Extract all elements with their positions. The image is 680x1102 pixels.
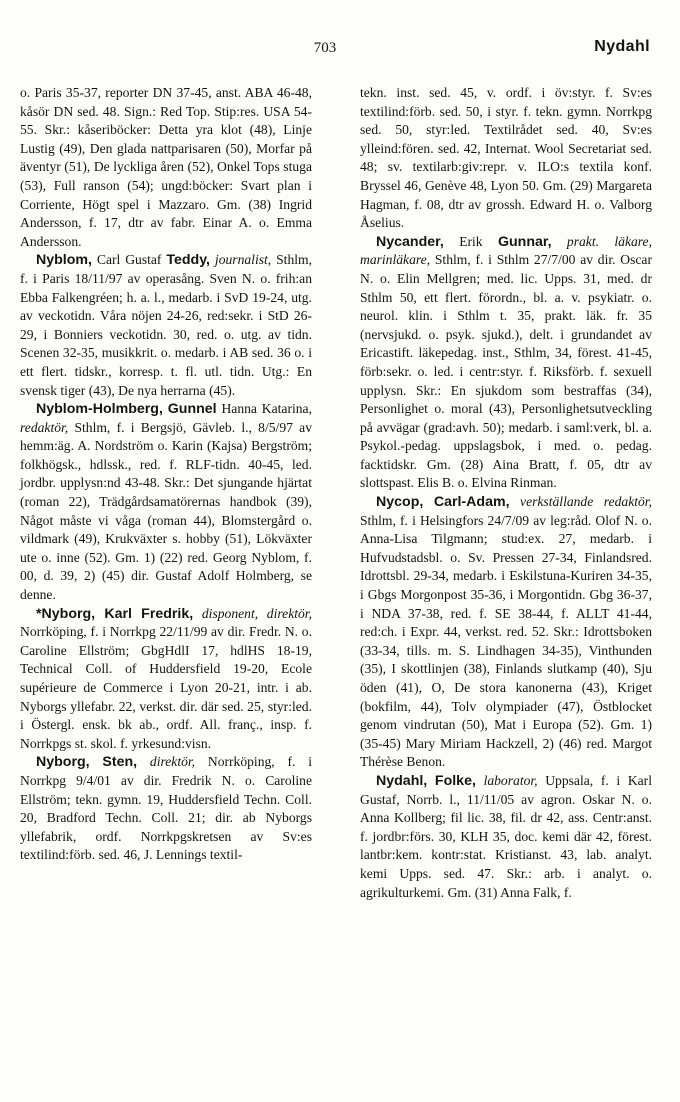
entry-nycander: [360, 233, 652, 493]
entry-given-name: Hanna Katarina,: [221, 401, 312, 417]
entry-occupation: laborator,: [483, 772, 538, 788]
entry-callname: Carl-Adam,: [433, 494, 510, 511]
entry-headword: Nyborg,: [36, 754, 90, 771]
entry-occupation: redaktör,: [20, 419, 69, 435]
entry-headword: Nycop,: [376, 494, 424, 511]
entry-callname: Gunnel: [167, 401, 217, 418]
entry-occupation: disponent, direktör,: [201, 605, 312, 621]
running-head: Nydahl: [594, 38, 650, 55]
page-number: 703: [313, 40, 337, 56]
continuation-text: o. Paris 35-37, reporter DN 37-45, anst. ABA 46-48, kåsör DN sed. 48. Sign.: Red Top. Stip:res. USA 54-55. Skr.: kåseriböcker: Detta yra klot (48), Linje Lustig (49), Den glada nattparisaren (50), Morfar på äventyr (51), De lyckliga åren (52), Onkel Tops stuga (53), Full ranson (54); ungd:böcker: Svart plan i Corriente, Högt spel i Mazzaro. Gm. (38) Ingrid Andersson, f. 17, dtr av fabr. Einar A. o. Emma Andersson.: [20, 85, 312, 249]
entry-callname: Sten,: [102, 754, 138, 771]
entry-headword: Nyblom,: [36, 252, 92, 269]
entry-body: Norrköping, f. i Norrkpg 22/11/99 av dir. Fredr. N. o. Caroline Ellström; GbgHdlI 17, hdlHS 18-19, Technical Coll. of Huddersfield 19-20, Ecole supérieure de Commerce i Lyon 20-21, intr. i ab. Nyborgs yllefabr. 22, verkst. dir. där sed. 25, styr:led. i Östergl. ensk. bk ab., ordf. All. franç., insp. f. Norrkpgs st. skol. f. yrkesund:visn.: [20, 624, 312, 751]
entry-occupation: prakt. läkare, marinläkare,: [360, 233, 652, 268]
entry-callname: Folke,: [434, 772, 476, 789]
entry-headword: Nycander,: [376, 233, 444, 250]
entry-nyblom-holmberg: [20, 400, 312, 605]
entry-occupation: journalist,: [214, 252, 272, 268]
entry-nycop: [360, 493, 652, 772]
left-column: [20, 84, 312, 865]
entry-nyborg-sten: [20, 753, 312, 865]
entry-nyborg-karl: [20, 605, 312, 754]
entry-body: Norrköping, f. i Norrkpg 9/4/01 av dir. Fredrik N. o. Caroline Ellström; tekn. gymn. 19, Huddersfield Techn. Coll. 20, Bradford Techn. Coll. 21; dir. ab Nyborgs yllefabrik, ordf. Norrkpgskretsen av Sv:es textilind:förb. sed. 46, J. Lennings textil-: [20, 754, 312, 863]
entry-occupation: verkställande redaktör,: [520, 494, 652, 510]
entry-body: Uppsala, f. i Karl Gustaf, Norrb. l., 11/11/05 av agron. Oskar N. o. Anna Kollberg; fil lic. 38, fil. dr 42, ass. Centr:anst. f. jordbr:förs. 30, KLH 35, doc. kemi där 42, förest. lantbr:kem. kontr:stat. Kristianst. 43, lab. analyt. kemi Upps. sed. 47. Skr.: arb. i analyt. o. agrikulturkemi. Gm. (31) Anna Falk, f.: [360, 772, 652, 900]
entry-callname: Teddy,: [166, 252, 210, 269]
entry-body: Sthlm, f. i Sthlm 27/7/00 av dir. Oscar N. o. Elin Mellgren; med. lic. Upps. 31, med. dr Sthlm 50, ett flert. förordn., bl. a. v. psykiatr. o. neurol. klin. i Sthlm t. 35, prakt. läk. fr. 35 (nervsjukd. o. psyk. sjukd.), delt. i grundandet av Ericastift. läkepedag. inst., Sthlm, 34, förest. 41-45, förb:sekr. o. led. i centr:styr. f. Riksförb. f. sexuell upplysn. Skr.: En sjukdom som bestraffas (34), Personlighet o. moral (43), Personlighetsutveckling på avvägar (grad:avh. 50); medarb. i saml:verk, bl. a. Psykol.-pedag. uppslagsbok, i med. o. pedag. facktidskr. Gm. (28) Aina Bratt, f. 05, dtr av slottspast. Elis B. o. Elvina Rinman.: [360, 252, 652, 491]
entry-nydahl: [360, 772, 652, 902]
entry-body: Sthlm, f. i Paris 18/11/97 av operasång. Sven N. o. frih:an Ebba Falkengréen; h. a. l., medarb. i SvD 19-24, utg. av veckotidn. Våra nöjen 24-26, red:sekr. i StD 26-29, i Bonniers veckotidn. 30, red. o. utg. av tidn. Scenen 32-35, musikkrit. o. medarb. i AB sed. 36 o. i ett flert. tidskr., korresp. t. fl. utl. tidn. Utg.: En svensk tiger (43), De nya herrarna (45).: [20, 252, 313, 398]
entry-occupation: direktör,: [149, 754, 196, 770]
entry-headword: Nyblom-Holmberg,: [36, 401, 163, 418]
right-column: [360, 84, 652, 902]
entry-body: Sthlm, f. i Bergsjö, Gävleb. l., 8/5/97 av hemm:äg. A. Nordström o. Karin (Kajsa) Bergström; folkhögsk., hdlssk., red. f. RLF-tidn. 40-45, led. jordbr. upplysn:nd 43-48. Skr.: Det sjungande hjärtat (roman 22), Trädgårdsamatörernas handbok (39), Något måste vi våga (roman 44), Blomstergård o. vildmark (49), Krukväxter s. hobby (51), Lökväxter ute o. inne (52). Gm. 1) (22) red. Georg Nyblom, f. 00, d. 39, 2) (45) dir. Gustaf Adolf Holmberg, se denne.: [20, 419, 312, 603]
entry-nyblom: [20, 251, 312, 400]
entry-body: Sthlm, f. i Helsingfors 24/7/09 av leg:råd. Olof N. o. Anna-Lisa Tilgmann; stud:ex. 27, medarb. i Hufvudstadsbl. o. Sv. Pressen 27-34, Finlandsred. Idrottsbl. 29-34, medarb. i Eskilstuna-Kuriren 34-35, i Gbgs Morgonpost 35-36, i Morgontidn. Gbg 36-37, i NDA 37-38, red. f. SE 38-44, f. ALLT 41-44, red:ch. i Expr. 44, verkst. red. 52. Skr.: Idrottsboken (33-34, tills. m. S. Lindhagen 34-35), Vinthunden (35), I skottlinjen (38), Finlands slutkamp (40), Sju öden (41), O, De stora kanonerna (43), Kriget (bokfilm, 44), Tolv olympiader (47), Östblocket genom vindrutan (50), Mat i Europa (52). Gm. 1) (35-45) Mary Miriam Hackzell, 2) (46) red. Margot Thérèse Benon.: [360, 512, 652, 770]
entry-headword: *Nyborg, Karl Fredrik,: [36, 605, 194, 622]
entry-given-name: Carl Gustaf: [96, 252, 162, 268]
continuation-text: tekn. inst. sed. 45, v. ordf. i öv:styr. f. Sv:es textilind:förb. sed. 50, i styr. f. tekn. gymn. Norrkpg sed. 50, styr:led. Textilrådet sed. 40, Sv:es ylleind:fören. sed. 42, Internat. Wool Secretariat sed. 48; sv. textilarb:giv:repr. v. ILO:s textila konf. Bryssel 46, Genève 48, Lyon 50. Gm. (29) Margareta Hagman, f. 08, dtr av grossh. Edward H. o. Valborg Åselius.: [360, 85, 652, 231]
entry-headword: Nydahl,: [376, 772, 428, 789]
entry-callname: Gunnar,: [497, 233, 552, 250]
entry-given-name: Erik: [459, 233, 483, 249]
